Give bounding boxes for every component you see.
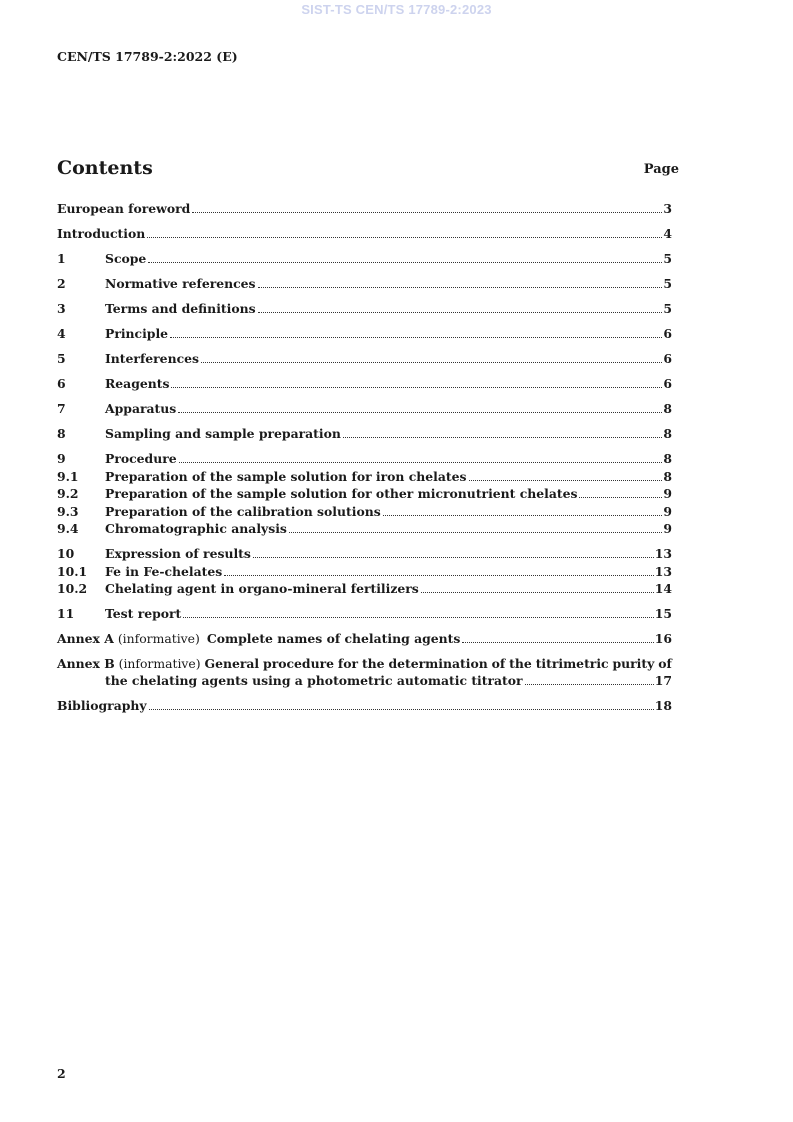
annex-informative-label: (informative) — [117, 631, 200, 646]
toc-entry-1[interactable] — [57, 250, 672, 268]
toc-entry-page: 13 — [654, 546, 672, 561]
toc-entry-page: 14 — [654, 581, 672, 596]
toc-entry-page: 15 — [654, 606, 672, 621]
toc-group-10 — [57, 545, 672, 598]
toc-entry-10-1[interactable] — [57, 563, 672, 581]
toc-entry-number: 9.4 — [57, 521, 79, 536]
toc-entry-title: Apparatus — [105, 401, 177, 416]
toc-entry-9-1[interactable] — [57, 468, 672, 486]
toc-entry-page: 18 — [654, 697, 672, 713]
toc-entry-title: Preparation of the sample solution for other micronutrient chelates — [105, 486, 578, 501]
toc-entry-title: Chelating agent in organo-mineral fertilizers — [105, 581, 419, 596]
toc-entry-number: 11 — [57, 606, 75, 621]
toc-entry-title: Interferences — [105, 351, 199, 366]
annex-b-title-line-1 — [57, 655, 672, 672]
title-word: General — [204, 656, 260, 671]
dot-leader — [579, 497, 662, 498]
toc-entry-number: 9.1 — [57, 468, 79, 484]
toc-entry-page: 5 — [663, 301, 672, 316]
toc-entry-5[interactable] — [57, 350, 672, 368]
toc-entry-number: 10.1 — [57, 563, 88, 579]
dot-leader — [383, 515, 663, 516]
toc-entry-3[interactable] — [57, 300, 672, 318]
toc-entry-page: 6 — [663, 326, 672, 341]
toc-entry-10-2[interactable] — [57, 580, 672, 598]
toc-entry-title: Procedure — [105, 451, 177, 466]
annex-label: Annex A — [57, 631, 114, 646]
toc-entry-page: 8 — [663, 426, 672, 441]
annex-label: Annex B — [57, 656, 115, 671]
toc-entry-number: 6 — [57, 376, 66, 391]
toc-entry-page: 6 — [663, 376, 672, 391]
toc-entry-introduction[interactable] — [57, 225, 672, 243]
toc-entry-number: 10 — [57, 546, 75, 561]
title-word: the — [361, 656, 385, 671]
toc-entry-9-3[interactable] — [57, 503, 672, 521]
toc-entry-number: 1 — [57, 251, 66, 266]
toc-entry-number: 4 — [57, 326, 66, 341]
toc-entry-number: 7 — [57, 401, 66, 416]
toc-entry-page: 13 — [654, 563, 672, 579]
toc-entry-title: Scope — [105, 251, 147, 266]
toc-entry-page: 3 — [663, 201, 672, 216]
toc-entry-title: Principle — [105, 326, 169, 341]
dot-leader — [183, 617, 653, 618]
dot-leader — [149, 709, 654, 710]
toc-entry-4[interactable] — [57, 325, 672, 343]
toc-entry-title: Chromatographic analysis — [105, 521, 287, 536]
dot-leader — [258, 312, 663, 313]
dot-leader — [148, 262, 662, 263]
contents-title: Contents — [57, 157, 153, 179]
toc-entry-number: 3 — [57, 301, 66, 316]
toc-entry-page: 5 — [663, 276, 672, 291]
title-word: determination — [388, 656, 488, 671]
toc-entry-page: 8 — [663, 451, 672, 466]
toc-entry-page: 8 — [663, 401, 672, 416]
toc-entry-page: 4 — [663, 226, 672, 241]
toc-entry-title: Bibliography — [57, 697, 147, 713]
dot-leader — [525, 684, 654, 685]
toc-entry-number: 9.2 — [57, 486, 79, 501]
watermark: SIST-TS CEN/TS 17789-2:2023 — [301, 2, 492, 17]
toc-entry-title: Test report — [105, 606, 182, 621]
toc-entry-title: the chelating agents using a photometric automatic titrator — [105, 673, 523, 688]
toc-entry-title: Normative references — [105, 276, 256, 291]
title-word: procedure — [263, 656, 335, 671]
toc-entry-title: European foreword — [57, 201, 191, 216]
toc-entry-8[interactable] — [57, 425, 672, 443]
toc-entry-annex-b[interactable] — [57, 655, 672, 689]
toc-entry-9[interactable] — [57, 450, 672, 468]
toc-entry-annex-a[interactable] — [57, 630, 672, 648]
title-word: the — [509, 656, 532, 671]
annex-b-title-line-2 — [57, 672, 672, 689]
toc-entry-number: 10.2 — [57, 581, 88, 596]
annex-informative-label: (informative) — [118, 656, 201, 671]
toc-entry-page: 6 — [663, 351, 672, 366]
toc-entry-page: 9 — [663, 503, 672, 519]
toc-entry-title: Preparation of the sample solution for iron chelates — [105, 468, 467, 484]
toc-entry-title: Introduction — [57, 226, 146, 241]
page-number: 2 — [57, 1066, 66, 1081]
table-of-contents — [57, 200, 672, 714]
toc-entry-number: 9 — [57, 451, 66, 466]
dot-leader — [192, 212, 662, 213]
toc-entry-6[interactable] — [57, 375, 672, 393]
dot-leader — [462, 642, 653, 643]
toc-group-9 — [57, 450, 672, 538]
toc-entry-9-2[interactable] — [57, 485, 672, 503]
title-word: purity — [612, 656, 655, 671]
dot-leader — [201, 362, 662, 363]
toc-entry-title: Terms and definitions — [105, 301, 256, 316]
dot-leader — [170, 337, 662, 338]
toc-entry-2[interactable] — [57, 275, 672, 293]
dot-leader — [469, 480, 663, 481]
toc-entry-title: Complete names of chelating agents — [206, 631, 461, 646]
title-word: titrimetric — [535, 656, 609, 671]
toc-entry-page: 9 — [663, 521, 672, 536]
dot-leader — [147, 237, 662, 238]
title-word: of — [491, 656, 506, 671]
dot-leader — [179, 462, 663, 463]
toc-entry-title: Sampling and sample preparation — [105, 426, 341, 441]
title-word: of — [658, 656, 672, 671]
dot-leader — [258, 287, 663, 288]
toc-entry-european-foreword[interactable] — [57, 200, 672, 218]
dot-leader — [224, 575, 654, 576]
dot-leader — [253, 557, 654, 558]
toc-entry-title: Reagents — [105, 376, 170, 391]
toc-entry-10[interactable] — [57, 545, 672, 563]
toc-entry-title: Expression of results — [105, 546, 251, 561]
toc-entry-bibliography[interactable] — [57, 697, 672, 715]
toc-entry-9-4[interactable] — [57, 520, 672, 538]
toc-entry-7[interactable] — [57, 400, 672, 418]
toc-entry-title: Preparation of the calibration solutions — [105, 503, 381, 519]
dot-leader — [171, 387, 662, 388]
toc-entry-page: 9 — [663, 486, 672, 501]
toc-entry-number: 5 — [57, 351, 66, 366]
dot-leader — [289, 532, 662, 533]
toc-entry-page: 5 — [663, 251, 672, 266]
toc-entry-page: 16 — [654, 631, 672, 646]
toc-entry-title: Fe in Fe-chelates — [105, 563, 223, 579]
toc-entry-number: 9.3 — [57, 503, 79, 519]
dot-leader — [343, 437, 662, 438]
toc-entry-page: 17 — [654, 673, 672, 688]
dot-leader — [178, 412, 662, 413]
title-word: for — [337, 656, 359, 671]
dot-leader — [421, 592, 654, 593]
page-column-label: Page — [643, 162, 679, 177]
document-header: CEN/TS 17789-2:2022 (E) — [57, 49, 238, 64]
toc-entry-11[interactable] — [57, 605, 672, 623]
toc-entry-number: 8 — [57, 426, 66, 441]
toc-entry-number: 2 — [57, 276, 66, 291]
toc-entry-page: 8 — [663, 468, 672, 484]
